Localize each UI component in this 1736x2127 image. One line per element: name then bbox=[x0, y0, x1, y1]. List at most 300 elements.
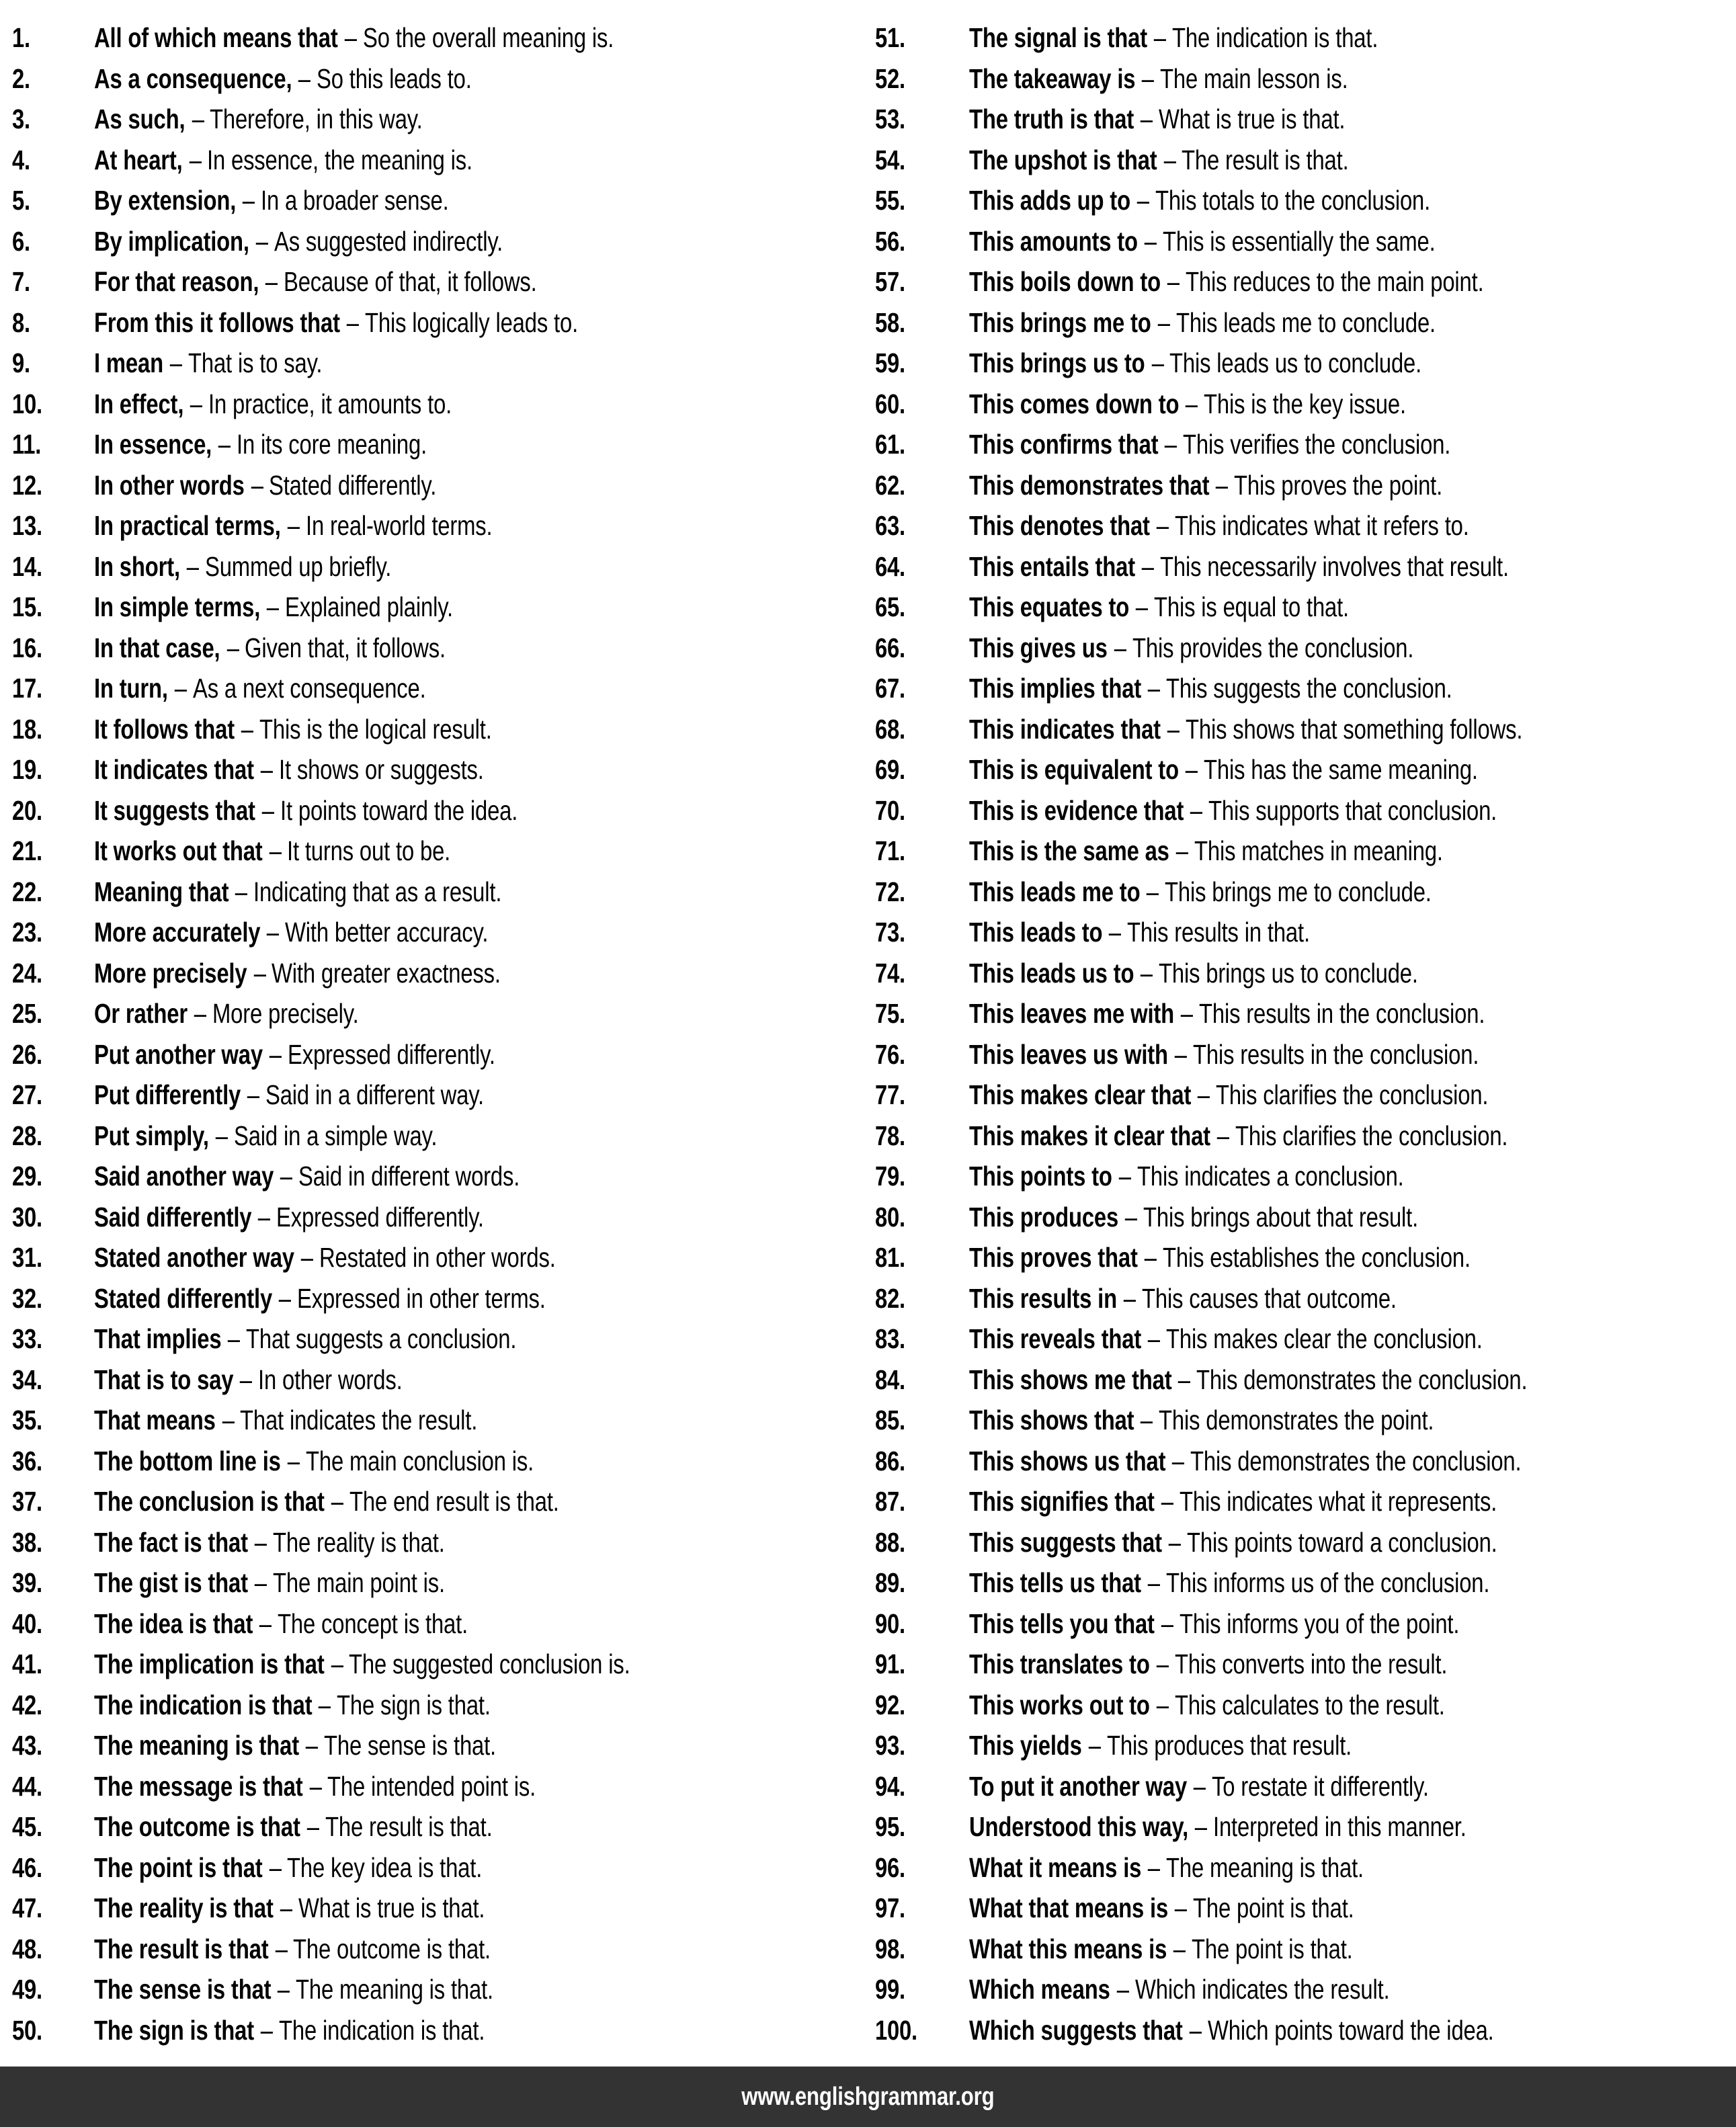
list-item bbox=[12, 465, 867, 506]
list-item-phrase: This comes down to bbox=[969, 388, 1180, 419]
list-item-number: 49. bbox=[12, 1974, 42, 2005]
list-item bbox=[12, 1034, 867, 1075]
list-item bbox=[875, 953, 1722, 994]
list-item-phrase: Said another way bbox=[94, 1161, 274, 1192]
list-item bbox=[875, 1481, 1722, 1522]
list-item-gloss: Expressed differently. bbox=[287, 1038, 495, 1070]
list-item-number: 68. bbox=[875, 713, 905, 745]
list-item-number: 79. bbox=[875, 1161, 905, 1192]
list-item-phrase: The bottom line is bbox=[94, 1445, 281, 1476]
list-item-phrase: The reality is that bbox=[94, 1892, 274, 1923]
list-item bbox=[12, 1360, 867, 1401]
list-item-gloss: The sense is that. bbox=[323, 1730, 496, 1761]
list-item bbox=[12, 912, 867, 953]
list-item-number: 91. bbox=[875, 1649, 905, 1679]
list-item bbox=[875, 1725, 1722, 1766]
list-item bbox=[12, 790, 867, 831]
list-item-gloss: That is to say. bbox=[188, 347, 323, 378]
list-item-number: 24. bbox=[12, 957, 42, 989]
list-item-gloss: So the overall meaning is. bbox=[362, 22, 614, 53]
list-item-gloss: In practice, it amounts to. bbox=[208, 388, 452, 419]
list-item-gloss: This clarifies the conclusion. bbox=[1235, 1120, 1508, 1151]
list-item-separator: – bbox=[306, 1811, 319, 1842]
list-item bbox=[12, 180, 867, 221]
list-item-number: 72. bbox=[875, 876, 905, 907]
list-item bbox=[875, 1888, 1722, 1929]
footer-bar bbox=[0, 2067, 1736, 2127]
list-item bbox=[12, 424, 867, 465]
list-item-phrase: This brings us to bbox=[969, 347, 1145, 378]
list-item-separator: – bbox=[1116, 1974, 1129, 2005]
list-item bbox=[12, 749, 867, 790]
list-item-gloss: This results in the conclusion. bbox=[1192, 1038, 1479, 1070]
list-item-separator: – bbox=[278, 1282, 292, 1314]
list-item-separator: – bbox=[269, 835, 282, 866]
list-item bbox=[875, 790, 1722, 831]
list-item-number: 81. bbox=[875, 1242, 905, 1273]
list-item-gloss: This leads us to conclude. bbox=[1169, 347, 1422, 378]
list-item-number: 1. bbox=[12, 22, 30, 53]
list-item bbox=[12, 993, 867, 1034]
list-item-phrase: In simple terms, bbox=[94, 591, 261, 622]
list-item-number: 56. bbox=[875, 225, 905, 257]
list-item-gloss: So this leads to. bbox=[317, 62, 472, 94]
list-item-separator: – bbox=[261, 794, 274, 826]
list-item-gloss: This is equal to that. bbox=[1153, 591, 1349, 622]
list-item bbox=[12, 1806, 867, 1847]
list-item bbox=[12, 1888, 867, 1929]
list-item-phrase: It works out that bbox=[94, 835, 263, 866]
list-item-phrase: This indicates that bbox=[969, 713, 1161, 745]
list-item-number: 21. bbox=[12, 835, 42, 866]
list-item-phrase: By implication, bbox=[94, 225, 249, 257]
list-item-number: 54. bbox=[875, 144, 905, 175]
list-item-separator: – bbox=[1144, 1242, 1157, 1273]
list-item-gloss: This produces that result. bbox=[1106, 1730, 1352, 1761]
list-item-gloss: This logically leads to. bbox=[364, 306, 578, 338]
list-item-separator: – bbox=[309, 1770, 322, 1802]
list-item-gloss: The point is that. bbox=[1192, 1892, 1354, 1923]
list-item-separator: – bbox=[1174, 1038, 1187, 1070]
list-item-gloss: This is the logical result. bbox=[259, 713, 492, 745]
list-item-gloss: This makes clear the conclusion. bbox=[1166, 1323, 1483, 1354]
list-item-separator: – bbox=[1216, 1120, 1229, 1151]
list-item-separator: – bbox=[260, 754, 273, 785]
list-item bbox=[875, 1603, 1722, 1644]
list-item-number: 70. bbox=[875, 794, 905, 826]
list-item bbox=[875, 668, 1722, 709]
list-item-gloss: This verifies the conclusion. bbox=[1183, 429, 1451, 460]
list-item-gloss: Which points toward the idea. bbox=[1207, 2014, 1494, 2046]
list-item bbox=[12, 505, 867, 546]
list-item-phrase: The upshot is that bbox=[969, 144, 1157, 175]
list-item-number: 53. bbox=[875, 103, 905, 134]
list-item-number: 52. bbox=[875, 62, 905, 94]
list-item bbox=[12, 1766, 867, 1807]
list-item-number: 61. bbox=[875, 429, 905, 460]
list-item-number: 32. bbox=[12, 1282, 42, 1314]
list-item-gloss: Restated in other words. bbox=[319, 1242, 556, 1273]
list-item bbox=[12, 1969, 867, 2010]
list-item-number: 10. bbox=[12, 388, 42, 419]
list-item bbox=[875, 302, 1722, 343]
list-item-phrase: This equates to bbox=[969, 591, 1130, 622]
list-item bbox=[875, 1969, 1722, 2010]
list-item-phrase: It indicates that bbox=[94, 754, 254, 785]
list-item bbox=[12, 1929, 867, 1970]
list-item-gloss: The main point is. bbox=[272, 1567, 445, 1598]
list-item-gloss: This results in that. bbox=[1127, 917, 1311, 948]
list-item-separator: – bbox=[240, 1364, 253, 1395]
list-item-phrase: In effect, bbox=[94, 388, 184, 419]
list-item-gloss: Which indicates the result. bbox=[1134, 1974, 1390, 2005]
list-item-phrase: This entails that bbox=[969, 550, 1135, 582]
list-item-gloss: The meaning is that. bbox=[1166, 1851, 1364, 1883]
list-item-gloss: This shows that something follows. bbox=[1185, 713, 1523, 745]
list-item-number: 20. bbox=[12, 794, 42, 826]
list-item-number: 90. bbox=[875, 1608, 905, 1639]
list-item-number: 39. bbox=[12, 1567, 42, 1598]
list-item-gloss: The indication is that. bbox=[278, 2014, 485, 2046]
list-item-phrase: To put it another way bbox=[969, 1770, 1188, 1802]
list-item-number: 19. bbox=[12, 754, 42, 785]
list-item-gloss: This totals to the conclusion. bbox=[1155, 185, 1430, 216]
list-item-phrase: The result is that bbox=[94, 1933, 269, 1964]
list-item-gloss: This indicates what it refers to. bbox=[1174, 510, 1469, 541]
list-item-phrase: This suggests that bbox=[969, 1526, 1162, 1558]
list-item-separator: – bbox=[1185, 754, 1198, 785]
list-item bbox=[875, 831, 1722, 872]
list-item-number: 97. bbox=[875, 1892, 905, 1923]
list-item-separator: – bbox=[1109, 917, 1122, 948]
list-item-gloss: This proves the point. bbox=[1234, 469, 1443, 501]
list-item-gloss: This informs you of the point. bbox=[1179, 1608, 1459, 1639]
list-item-number: 2. bbox=[12, 62, 30, 94]
list-item-separator: – bbox=[1193, 1770, 1206, 1802]
list-item-separator: – bbox=[1175, 835, 1188, 866]
list-item-gloss: The outcome is that. bbox=[293, 1933, 491, 1964]
list-item-phrase: The conclusion is that bbox=[94, 1486, 325, 1517]
list-item-phrase: The sign is that bbox=[94, 2014, 254, 2046]
list-item-gloss: This converts into the result. bbox=[1174, 1649, 1447, 1679]
list-item-separator: – bbox=[189, 144, 202, 175]
list-item-gloss: This has the same meaning. bbox=[1203, 754, 1478, 785]
list-item-phrase: That is to say bbox=[94, 1364, 234, 1395]
list-item-phrase: More accurately bbox=[94, 917, 261, 948]
list-item-separator: – bbox=[1141, 550, 1154, 582]
list-item-gloss: The reality is that. bbox=[272, 1526, 445, 1558]
list-item-phrase: This translates to bbox=[969, 1649, 1150, 1679]
list-item bbox=[875, 546, 1722, 587]
list-item-number: 88. bbox=[875, 1526, 905, 1558]
list-item-separator: – bbox=[1198, 1079, 1210, 1110]
list-item bbox=[875, 587, 1722, 628]
list-item bbox=[875, 1156, 1722, 1197]
list-item-separator: – bbox=[331, 1649, 343, 1679]
list-item-separator: – bbox=[251, 469, 263, 501]
list-item-gloss: As a next consequence. bbox=[192, 673, 426, 704]
list-item bbox=[875, 1562, 1722, 1603]
list-item-separator: – bbox=[269, 1038, 282, 1070]
list-item-gloss: Expressed differently. bbox=[276, 1201, 485, 1233]
list-item bbox=[12, 1644, 867, 1685]
list-item bbox=[875, 2010, 1722, 2051]
list-item-gloss: With greater exactness. bbox=[272, 957, 501, 989]
list-item-phrase: This gives us bbox=[969, 632, 1108, 663]
list-item-gloss: This suggests the conclusion. bbox=[1165, 673, 1452, 704]
list-item-separator: – bbox=[1147, 1567, 1160, 1598]
list-item-phrase: That means bbox=[94, 1405, 216, 1435]
list-item-gloss: This is the key issue. bbox=[1204, 388, 1407, 419]
list-item-separator: – bbox=[194, 998, 206, 1029]
list-item-phrase: This proves that bbox=[969, 1242, 1138, 1273]
list-item bbox=[875, 1319, 1722, 1360]
list-item-gloss: This demonstrates the point. bbox=[1159, 1405, 1434, 1435]
list-item-phrase: This denotes that bbox=[969, 510, 1150, 541]
list-item-separator: – bbox=[1173, 1933, 1186, 1964]
list-item bbox=[875, 1360, 1722, 1401]
list-item-separator: – bbox=[1156, 510, 1169, 541]
list-item-separator: – bbox=[287, 510, 300, 541]
list-item-number: 83. bbox=[875, 1323, 905, 1354]
list-item-separator: – bbox=[346, 306, 360, 338]
list-item-phrase: What that means is bbox=[969, 1892, 1169, 1923]
list-item-gloss: The key idea is that. bbox=[287, 1851, 483, 1883]
list-item-separator: – bbox=[1123, 1282, 1136, 1314]
list-item-number: 51. bbox=[875, 22, 905, 53]
list-item bbox=[875, 709, 1722, 750]
list-item bbox=[12, 1481, 867, 1522]
list-item-phrase: I mean bbox=[94, 347, 163, 378]
list-item-phrase: The sense is that bbox=[94, 1974, 272, 2005]
list-item-phrase: The point is that bbox=[94, 1851, 263, 1883]
list-item bbox=[12, 384, 867, 425]
list-item bbox=[875, 1847, 1722, 1888]
list-item-phrase: This shows that bbox=[969, 1405, 1134, 1435]
list-item-phrase: That implies bbox=[94, 1323, 222, 1354]
list-item-gloss: This supports that conclusion. bbox=[1208, 794, 1497, 826]
list-item-phrase: This tells us that bbox=[969, 1567, 1141, 1598]
list-item-number: 98. bbox=[875, 1933, 905, 1964]
list-item-separator: – bbox=[1190, 794, 1203, 826]
list-item-separator: – bbox=[1140, 103, 1153, 134]
right-column bbox=[867, 17, 1722, 2050]
list-item-phrase: This brings me to bbox=[969, 306, 1151, 338]
list-item-gloss: What is true is that. bbox=[298, 1892, 485, 1923]
list-item-number: 92. bbox=[875, 1689, 905, 1720]
list-item-separator: – bbox=[222, 1405, 235, 1435]
list-item-phrase: It follows that bbox=[94, 713, 235, 745]
list-item-number: 82. bbox=[875, 1282, 905, 1314]
list-item bbox=[875, 1034, 1722, 1075]
list-item-phrase: As a consequence, bbox=[94, 62, 292, 94]
list-item-separator: – bbox=[1174, 1892, 1188, 1923]
list-item bbox=[875, 872, 1722, 913]
list-item-number: 86. bbox=[875, 1445, 905, 1476]
list-item-phrase: Stated differently bbox=[94, 1282, 273, 1314]
list-item-number: 77. bbox=[875, 1079, 905, 1110]
list-item-number: 57. bbox=[875, 266, 905, 297]
list-item-gloss: Because of that, it follows. bbox=[284, 266, 537, 297]
list-item-separator: – bbox=[1186, 388, 1198, 419]
list-item bbox=[12, 2010, 867, 2051]
list-item bbox=[12, 1278, 867, 1319]
list-item-phrase: Understood this way, bbox=[969, 1811, 1189, 1842]
list-item-separator: – bbox=[1135, 591, 1149, 622]
list-item-number: 13. bbox=[12, 510, 42, 541]
list-item-phrase: At heart, bbox=[94, 144, 183, 175]
list-item-phrase: In essence, bbox=[94, 429, 212, 460]
list-item-gloss: In a broader sense. bbox=[261, 185, 449, 216]
list-item-gloss: Given that, it follows. bbox=[245, 632, 446, 663]
list-item-number: 26. bbox=[12, 1038, 42, 1070]
list-item-gloss: This reduces to the main point. bbox=[1185, 266, 1484, 297]
list-item-phrase: What it means is bbox=[969, 1851, 1142, 1883]
list-item bbox=[875, 17, 1722, 58]
list-item-number: 99. bbox=[875, 1974, 905, 2005]
list-item-separator: – bbox=[1178, 1364, 1191, 1395]
list-item-separator: – bbox=[1216, 469, 1229, 501]
list-item-separator: – bbox=[1141, 957, 1153, 989]
list-item-phrase: The gist is that bbox=[94, 1567, 248, 1598]
list-item-phrase: Put simply, bbox=[94, 1120, 209, 1151]
list-item-separator: – bbox=[265, 266, 278, 297]
list-item-phrase: This makes clear that bbox=[969, 1079, 1192, 1110]
list-item-gloss: In other words. bbox=[258, 1364, 403, 1395]
list-item-gloss: In essence, the meaning is. bbox=[207, 144, 473, 175]
list-item bbox=[12, 1603, 867, 1644]
list-item-phrase: Put another way bbox=[94, 1038, 263, 1070]
list-item bbox=[12, 1685, 867, 1726]
list-item-number: 28. bbox=[12, 1120, 42, 1151]
list-item-separator: – bbox=[190, 388, 203, 419]
list-item-gloss: Said in a simple way. bbox=[233, 1120, 438, 1151]
list-item-gloss: It turns out to be. bbox=[287, 835, 451, 866]
list-item bbox=[12, 628, 867, 669]
list-item-gloss: This establishes the conclusion. bbox=[1162, 1242, 1471, 1273]
list-item-phrase: This leaves us with bbox=[969, 1038, 1168, 1070]
list-item-number: 69. bbox=[875, 754, 905, 785]
list-item bbox=[875, 465, 1722, 506]
list-item bbox=[875, 261, 1722, 302]
list-item-number: 12. bbox=[12, 469, 42, 501]
list-item-separator: – bbox=[186, 550, 199, 582]
list-item bbox=[12, 668, 867, 709]
list-item-number: 58. bbox=[875, 306, 905, 338]
list-item-gloss: The indication is that. bbox=[1171, 22, 1378, 53]
list-item-number: 15. bbox=[12, 591, 42, 622]
list-item-number: 73. bbox=[875, 917, 905, 948]
list-item-phrase: This demonstrates that bbox=[969, 469, 1210, 501]
list-item-separator: – bbox=[226, 632, 239, 663]
list-item-number: 9. bbox=[12, 347, 30, 378]
list-item-separator: – bbox=[344, 22, 357, 53]
list-item-gloss: This indicates what it represents. bbox=[1179, 1486, 1497, 1517]
list-item-separator: – bbox=[192, 103, 204, 134]
list-item-gloss: Therefore, in this way. bbox=[210, 103, 423, 134]
list-item-separator: – bbox=[1147, 673, 1161, 704]
list-item-number: 8. bbox=[12, 306, 30, 338]
list-item bbox=[12, 1522, 867, 1563]
list-item-separator: – bbox=[174, 673, 187, 704]
list-item-gloss: This indicates a conclusion. bbox=[1136, 1161, 1404, 1192]
list-item bbox=[875, 343, 1722, 384]
list-item bbox=[875, 1522, 1722, 1563]
list-item-phrase: This reveals that bbox=[969, 1323, 1142, 1354]
list-item-separator: – bbox=[1136, 185, 1149, 216]
list-item-gloss: This brings us to conclude. bbox=[1159, 957, 1418, 989]
list-item-phrase: All of which means that bbox=[94, 22, 338, 53]
list-item-separator: – bbox=[1189, 2014, 1202, 2046]
list-item bbox=[12, 1319, 867, 1360]
list-item-phrase: Or rather bbox=[94, 998, 188, 1029]
list-item-separator: – bbox=[1153, 22, 1167, 53]
list-item-number: 64. bbox=[875, 550, 905, 582]
site-url-label: www.englishgrammar.org bbox=[741, 2082, 995, 2111]
list-item bbox=[875, 99, 1722, 140]
list-item-number: 95. bbox=[875, 1811, 905, 1842]
list-item-number: 87. bbox=[875, 1486, 905, 1517]
list-item-number: 71. bbox=[875, 835, 905, 866]
list-item bbox=[12, 546, 867, 587]
list-item-phrase: As such, bbox=[94, 103, 185, 134]
list-item-phrase: This confirms that bbox=[969, 429, 1159, 460]
list-item-number: 6. bbox=[12, 225, 30, 257]
list-item-phrase: This leads us to bbox=[969, 957, 1134, 989]
list-item-number: 31. bbox=[12, 1242, 42, 1273]
list-item-separator: – bbox=[1165, 429, 1177, 460]
list-item bbox=[12, 1197, 867, 1238]
list-item bbox=[875, 1116, 1722, 1157]
list-item-gloss: This points toward a conclusion. bbox=[1186, 1526, 1497, 1558]
list-item-separator: – bbox=[1088, 1730, 1101, 1761]
list-item-separator: – bbox=[1172, 1445, 1185, 1476]
list-item-number: 7. bbox=[12, 266, 30, 297]
list-item-separator: – bbox=[169, 347, 182, 378]
list-item-phrase: The idea is that bbox=[94, 1608, 253, 1639]
list-item bbox=[12, 343, 867, 384]
list-item bbox=[12, 302, 867, 343]
list-item-gloss: The main conclusion is. bbox=[305, 1445, 534, 1476]
list-item bbox=[12, 58, 867, 99]
list-item bbox=[875, 384, 1722, 425]
list-item-gloss: It points toward the idea. bbox=[280, 794, 518, 826]
list-item-phrase: More precisely bbox=[94, 957, 247, 989]
list-item-number: 66. bbox=[875, 632, 905, 663]
list-item bbox=[875, 1929, 1722, 1970]
list-item bbox=[875, 1685, 1722, 1726]
list-item-separator: – bbox=[228, 1323, 241, 1354]
list-item-gloss: What is true is that. bbox=[1159, 103, 1346, 134]
list-item-number: 16. bbox=[12, 632, 42, 663]
list-item-gloss: This brings about that result. bbox=[1143, 1201, 1418, 1233]
list-item bbox=[12, 1075, 867, 1116]
list-item-phrase: This produces bbox=[969, 1201, 1119, 1233]
list-item-phrase: This leads to bbox=[969, 917, 1103, 948]
list-item bbox=[875, 1197, 1722, 1238]
list-item-phrase: Which means bbox=[969, 1974, 1110, 2005]
list-item-gloss: Indicating that as a result. bbox=[253, 876, 502, 907]
list-item-number: 89. bbox=[875, 1567, 905, 1598]
list-item-phrase: What this means is bbox=[969, 1933, 1167, 1964]
list-item-phrase: The takeaway is bbox=[969, 62, 1136, 94]
list-item-phrase: This is evidence that bbox=[969, 794, 1184, 826]
list-item-separator: – bbox=[1156, 1649, 1169, 1679]
list-item-number: 94. bbox=[875, 1770, 905, 1802]
list-item-gloss: This is essentially the same. bbox=[1162, 225, 1436, 257]
list-item-phrase: This shows me that bbox=[969, 1364, 1172, 1395]
list-item-gloss: The end result is that. bbox=[349, 1486, 559, 1517]
